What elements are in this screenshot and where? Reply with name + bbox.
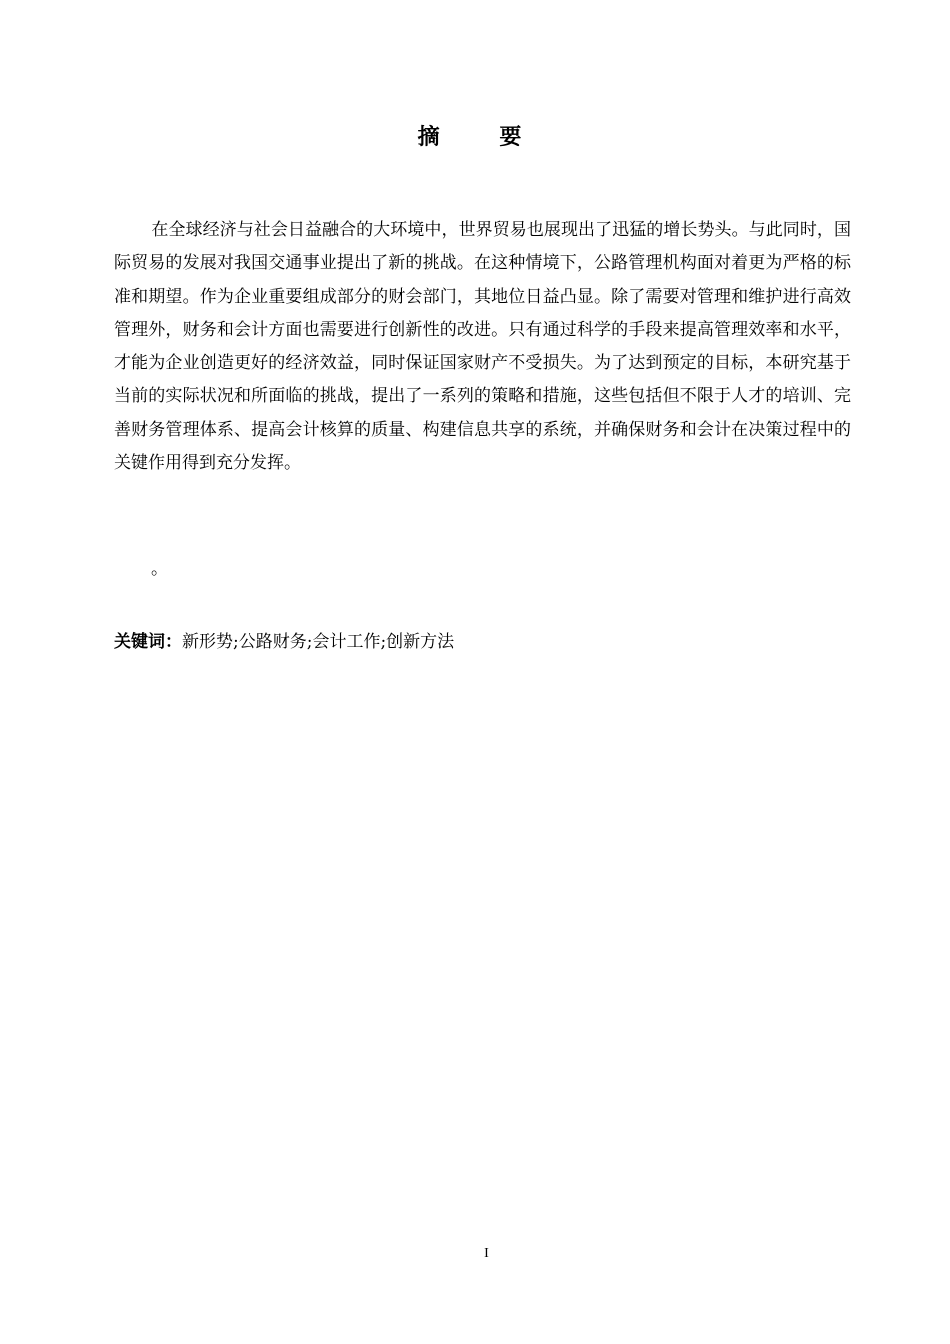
page-number: I xyxy=(484,1246,489,1261)
abstract-paragraph: 在全球经济与社会日益融合的大环境中，世界贸易也展现出了迅猛的增长势头。与此同时，国际贸易的发展对我国交通事业提出了新的挑战。在这种情境下，公路管理机构面对着更为严格的标准和期望。作为企业重要组成部分的财会部门，其地位日益凸显。除了需要对管理和维护进行高效管理外，财务和会计方面也需要进行创新性的改进。只有通过科学的手段来提高管理效率和水平，才能为企业创造更好的经济效益，同时保证国家财产不受损失。为了达到预定的目标，本研究基于当前的实际状况和所面临的挑战，提出了一系列的策略和措施，这些包括但不限于人才的培训、完善财务管理体系、提高会计核算的质量、构建信息共享的系统，并确保财务和会计在决策过程中的关键作用得到充分发挥。 xyxy=(114,220,851,474)
keywords-label: 关键词： xyxy=(114,632,182,652)
keywords-line xyxy=(114,627,454,657)
keywords-value: 新形势;公路财务;会计工作;创新方法 xyxy=(182,632,455,652)
trailing-period: 。 xyxy=(151,559,168,579)
page-title: 摘 要 xyxy=(417,125,548,150)
abstract-body xyxy=(114,214,851,480)
